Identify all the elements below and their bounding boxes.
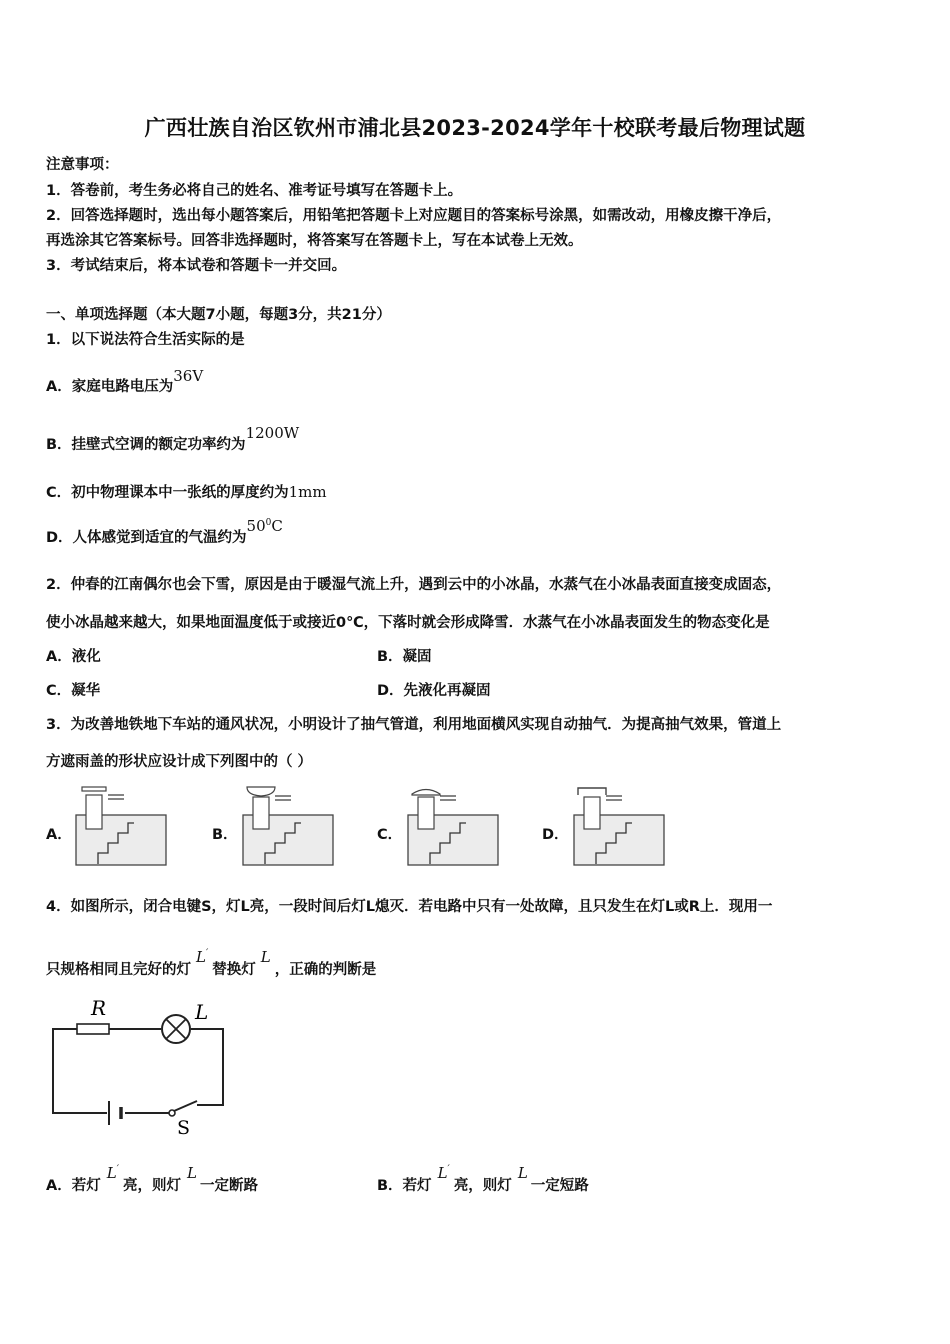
option-value: 1200W [245,424,300,442]
question-1-stem: 1．以下说法符合生活实际的是 [46,332,245,348]
resistor-symbol [77,1024,109,1034]
figure-option-d [572,785,668,867]
question-4-stem: 只规格相同且完好的灯L′替换灯L，正确的判断是 [46,948,377,978]
figure-option-b [241,785,337,867]
question-2-stem: 使小冰晶越来越大，如果地面温度低于或接近0℃，下落时就会形成降雪．水蒸气在小冰晶表面发生的物态变化是 [46,615,770,631]
question-1-option-d [46,517,283,547]
circuit-diagram [45,997,245,1139]
section-heading: 一、单项选择题（本大题7小题，每题3分，共21分） [46,307,391,323]
question-4-option-a: A．若灯L′亮，则灯L一定断路 [46,1164,258,1194]
question-2-option-d: D．先液化再凝固 [377,683,491,699]
notice-heading: 注意事项： [46,157,119,173]
question-1-option-a [46,367,204,396]
option-value: 1mm [288,483,327,501]
question-4-option-b: B．若灯L′亮，则灯L一定短路 [377,1164,589,1194]
lamp-new-symbol: L′ [196,948,209,966]
option-label: B．挂壁式空调的额定功率约为 [46,437,246,453]
question-4-stem: 4．如图所示，闭合电键S，灯L亮，一段时间后灯L熄灭．若电路中只有一处故障，且只发生在灯L或R上．现用一 [46,899,773,915]
notice-item: 1．答卷前，考生务必将自己的姓名、准考证号填写在答题卡上。 [46,183,463,199]
switch-label: S [177,1117,191,1139]
option-label: C．初中物理课本中一张纸的厚度约为 [46,485,289,501]
question-3-option-a: A． [46,827,72,843]
page-title: 广西壮族自治区钦州市浦北县2023-2024学年十校联考最后物理试题 [144,116,806,140]
option-unit: C [271,517,283,535]
option-value: 36V [173,367,204,385]
question-2-option-c: C．凝华 [46,683,101,699]
question-3-option-c: C． [377,827,403,843]
resistor-label: R [91,996,107,1020]
question-3-option-d: D． [542,827,569,843]
question-3-stem: 3．为改善地铁地下车站的通风状况，小明设计了抽气管道，利用地面横风实现自动抽气．为提高抽气效果，管道上 [46,717,782,733]
notice-item: 3．考试结束后，将本试卷和答题卡一并交回。 [46,258,347,274]
question-2-option-a: A．液化 [46,649,101,665]
degree-mark: 0 [265,518,272,528]
question-3-option-b: B． [212,827,238,843]
question-1-option-b [46,424,300,454]
lamp-label: L [195,1000,209,1024]
lamp-symbol: L [260,948,271,966]
figure-option-a [74,785,170,867]
notice-item: 2．回答选择题时，选出每小题答案后，用铅笔把答题卡上对应题目的答案标号涂黑，如需改动，用橡皮擦干净后， [46,208,782,224]
question-2-stem: 2．仲春的江南偶尔也会下雪，原因是由于暖湿气流上升，遇到云中的小冰晶，水蒸气在小冰晶表面直接变成固态， [46,577,782,593]
option-label: D．人体感觉到适宜的气温约为 [46,530,247,546]
question-2-option-b: B．凝固 [377,649,432,665]
question-3-stem: 方遮雨盖的形状应设计成下列图中的（ ） [46,754,313,770]
figure-option-c [406,785,502,867]
question-1-option-c [46,481,327,502]
notice-item: 再选涂其它答案标号。回答非选择题时，将答案写在答题卡上，写在本试卷上无效。 [46,233,583,249]
option-label: A．家庭电路电压为 [46,379,174,395]
option-value: 50 [246,517,266,535]
